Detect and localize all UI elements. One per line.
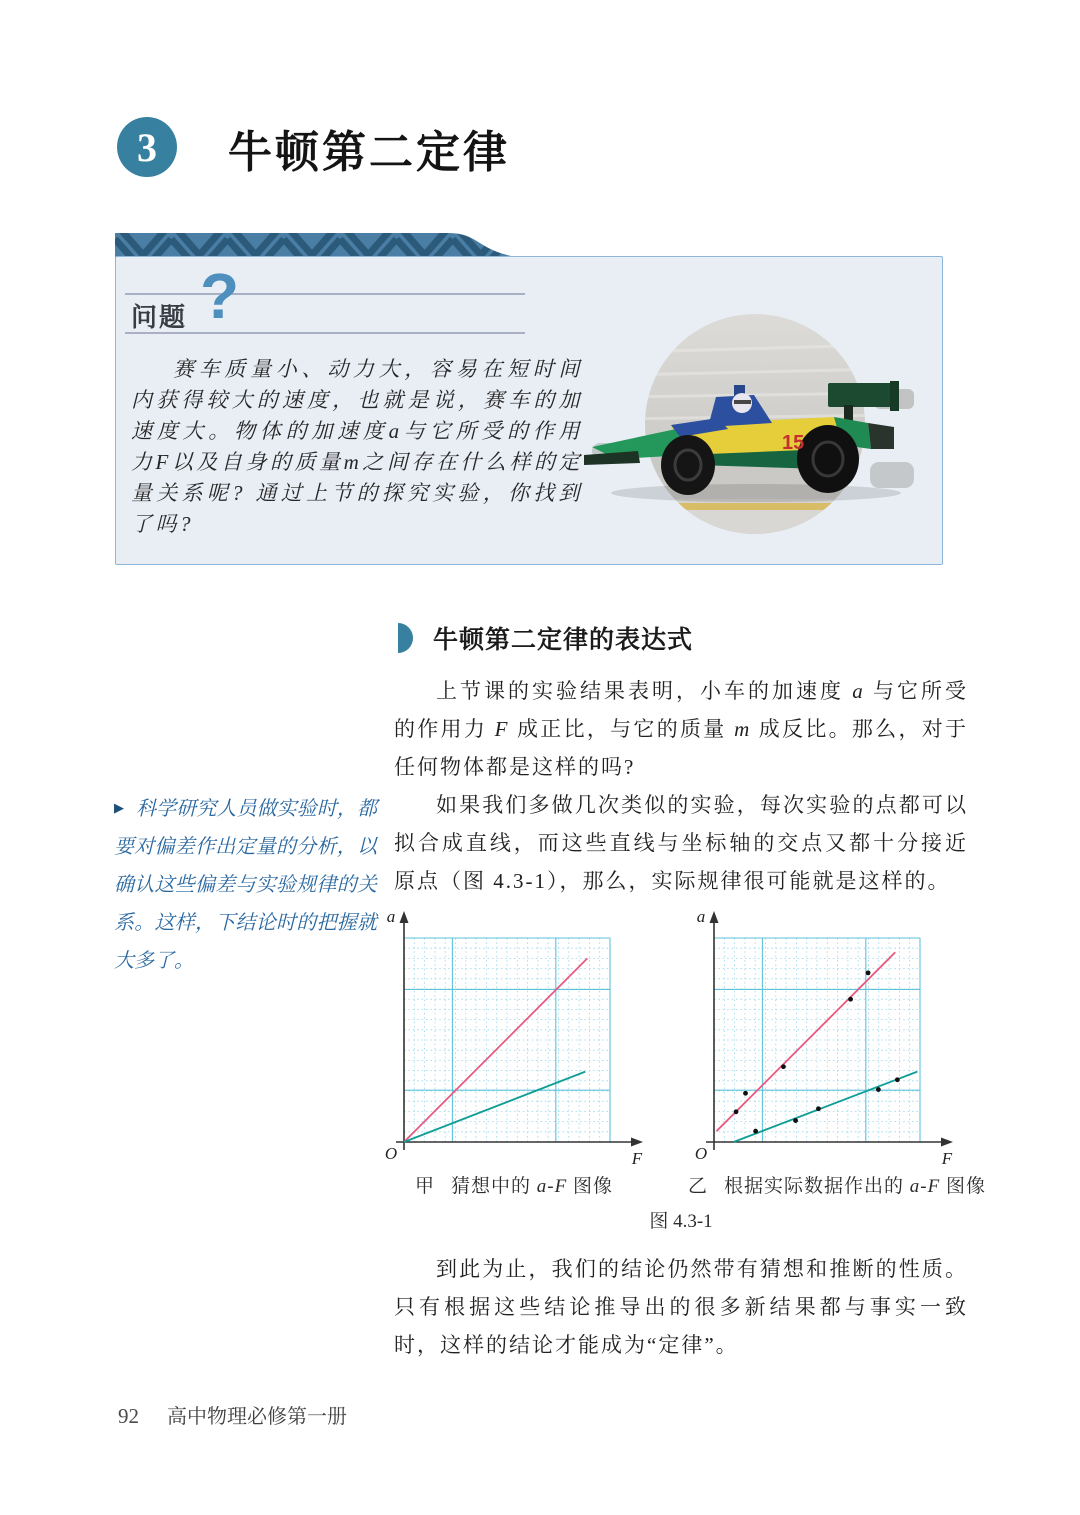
svg-text:a: a (696, 907, 706, 926)
figure-jia-caption: 甲 猜想中的 a-F 图像 (415, 1176, 613, 1197)
book-title: 高中物理必修第一册 (167, 1406, 347, 1428)
svg-text:O: O (694, 1144, 708, 1163)
figure-number-caption: 图 4.3-1 (649, 1211, 713, 1232)
question-text: 赛车质量小、动力大，容易在短时间内获得较大的速度，也就是说，赛车的加速度大。物体的加速度a与它所受的作用力F以及自身的质量m之间存在什么样的定量关系呢? 通过上节的探究实验，你找到了吗? (131, 357, 584, 536)
main-text-column (394, 672, 968, 900)
rear-wheel (797, 425, 859, 493)
margin-note-text: 科学研究人员做实验时，都要对偏差作出定量的分析，以确认这些偏差与实验规律的关系。这样，下结论时的把握就大多了。 (114, 798, 378, 972)
rear-wing (828, 383, 896, 407)
divider (125, 293, 525, 295)
section-heading-row (398, 620, 693, 656)
paragraph: 如果我们多做几次类似的实验，每次实验的点都可以拟合成直线，而这些直线与坐标轴的交点又都十分接近原点（图 4.3-1），那么，实际规律很可能就是这样的。 (394, 793, 968, 893)
paragraph: 到此为止，我们的结论仍然带有猜想和推断的性质。只有根据这些结论推导出的很多新结果都与事实一致时，这样的结论才能成为“定律”。 (394, 1257, 968, 1357)
chapter-number-badge (117, 117, 177, 177)
a-F-chart-actual (688, 898, 960, 1166)
race-car-photo (576, 297, 916, 547)
front-wheel (661, 435, 715, 495)
paragraph: 上节课的实验结果表明，小车的加速度 a 与它所受的作用力 F 成正比，与它的质量 m 成反比。那么，对于任何物体都是这样的吗? (394, 679, 969, 779)
chevron-banner-decoration (115, 233, 515, 257)
figure-jia (378, 898, 650, 1198)
car-number: 15 (782, 432, 805, 454)
figure-yi-caption: 乙 根据实际数据作出的 a-F 图像 (688, 1176, 986, 1197)
section-heading: 牛顿第二定律的表达式 (433, 626, 694, 654)
figure-label: 乙 (688, 1176, 709, 1197)
section-bullet-icon (398, 623, 413, 653)
a-F-chart-guessed (378, 898, 650, 1166)
figure-yi (688, 898, 986, 1198)
chapter-number: 3 (137, 124, 157, 170)
conclusion-block (394, 1250, 968, 1364)
question-box (115, 256, 943, 565)
page-number: 92 (118, 1404, 139, 1428)
svg-text:F: F (941, 1149, 953, 1166)
svg-text:F: F (631, 1149, 643, 1166)
svg-text:O: O (384, 1144, 398, 1163)
margin-note (114, 790, 377, 980)
figure-label: 甲 (415, 1176, 436, 1197)
page-footer (118, 1400, 347, 1429)
question-mark-icon: ? (200, 260, 240, 332)
question-label: 问题 (131, 302, 188, 332)
chapter-title: 牛顿第二定律 (228, 128, 510, 177)
triangle-bullet-icon: ▶ (114, 801, 125, 816)
svg-text:a: a (386, 907, 396, 926)
